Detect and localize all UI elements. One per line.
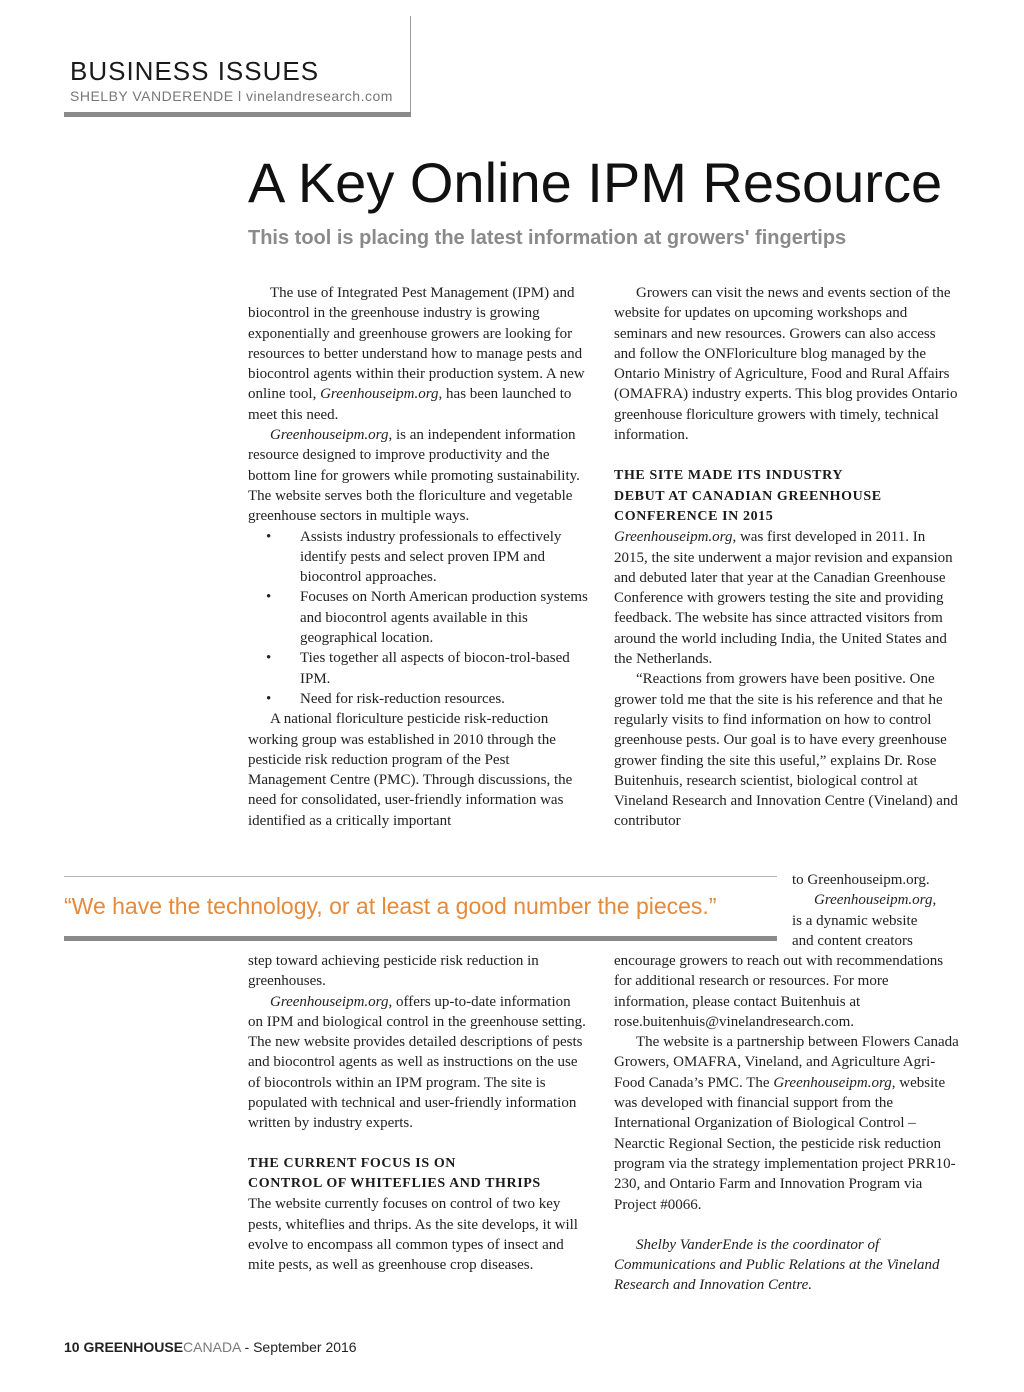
- paragraph: Growers can visit the news and events section of the website for updates on upcoming workshops and seminars and new resources. Growers can also access and follow the ONFloriculture blog managed by the Ontario Ministry of Agriculture, Food and Rural Affairs (OMAFRA) industry experts. This blog provides Ontario greenhouse floriculture growers with timely, technical information.: [614, 285, 958, 444]
- author-byline: SHELBY VANDERENDE l vinelandresearch.com: [70, 88, 393, 104]
- column-1-bottom: [248, 951, 588, 1275]
- paragraph: A national floriculture pesticide risk-reduction working group was established in 2010 through the pesticide risk reduction program of the Pest Management Centre (PMC). Through discussions, the need for consolidated, user-friendly information was identified as a critically important: [248, 711, 573, 829]
- pullquote-bottom-rule: [64, 936, 777, 941]
- site-name[interactable]: Greenhouseipm.org: [773, 1074, 892, 1091]
- magazine-name-suffix: CANADA: [183, 1339, 241, 1355]
- issue-date: - September 2016: [244, 1339, 357, 1355]
- subheading: THE SITE MADE ITS INDUSTRY DEBUT AT CANADIAN GREENHOUSE CONFERENCE IN 2015: [614, 468, 882, 524]
- site-name[interactable]: Greenhouseipm.org: [270, 993, 389, 1010]
- article-deck: This tool is placing the latest information at growers' fingertips: [248, 227, 847, 249]
- bullet-icon: •: [266, 650, 272, 667]
- subheading: THE CURRENT FOCUS IS ON CONTROL OF WHITEFLIES AND THRIPS: [248, 1155, 541, 1191]
- paragraph: Greenhouseipm.org, was first developed in 2011. In 2015, the site underwent a major revision and expansion and debuted later that year at the Canadian Greenhouse Conference with growers testing the site and providing feedback. The website has since attracted visitors from around the world including India, the United States and the Netherlands.: [614, 529, 953, 668]
- magazine-name: GREENHOUSE: [83, 1339, 184, 1355]
- bullet-icon: •: [266, 690, 272, 707]
- paragraph: The website is a partnership between Flowers Canada Growers, OMAFRA, Vineland, and Agriculture Agri-Food Canada’s PMC. The Greenhouseipm.org, website was developed with financial support from the International Organization of Biological Control – Nearctic Regional Section, the pesticide risk reduction program via the strategy implementation project PRR10-230, and Ontario Farm and Innovation Program via Project #0066.: [614, 1034, 959, 1213]
- list-item: • Focuses on North American production systems and biocontrol agents available in this geographical location.: [248, 587, 588, 648]
- bullet-icon: •: [266, 589, 272, 606]
- page-footer: [64, 1339, 357, 1355]
- list-item: • Need for risk-reduction resources.: [248, 689, 588, 709]
- list-item: • Assists industry professionals to effectively identify pests and select proven IPM and biocontrol approaches.: [248, 527, 588, 588]
- bullet-icon: •: [266, 528, 272, 545]
- pull-quote: “We have the technology, or at least a good number the pieces.”: [64, 893, 717, 919]
- paragraph: encourage growers to reach out with recommendations for additional research or resources. For more information, please contact Buitenhuis at rose.buitenhuis@vinelandresearch.com.: [614, 953, 944, 1030]
- paragraph: “Reactions from growers have been positive. One grower told me that the site is his reference and that he regularly visits to find information on how to control greenhouse pests. Our goal is to have every greenhouse grower finding the site this useful,” explains Dr. Rose Buitenhuis, research scientist, biological control at Vineland Research and Innovation Centre (Vineland) and contributor: [614, 671, 958, 830]
- article-title: A Key Online IPM Resource: [248, 151, 943, 214]
- paragraph: The use of Integrated Pest Management (IPM) and biocontrol in the greenhouse industry is growing exponentially and greenhouse growers are looking for resources to better understand how to manage pests and biocontrol agents within their production system. A new online tool, Greenhouseipm.org, has been launched to meet this need.: [248, 285, 585, 423]
- column-1-top: [248, 283, 588, 831]
- header-rule: [64, 112, 411, 117]
- site-name[interactable]: Greenhouseipm.org: [814, 892, 933, 909]
- author-bio: Shelby VanderEnde is the coordinator of Communications and Public Relations at the Vineland Research and Innovation Centre.: [614, 1236, 940, 1294]
- paragraph: step toward achieving pesticide risk reduction in greenhouses.: [248, 953, 539, 990]
- list-item: • Ties together all aspects of biocon-trol-based IPM.: [248, 648, 588, 689]
- site-name[interactable]: Greenhouseipm.org: [270, 427, 389, 444]
- site-name[interactable]: Greenhouseipm.org: [614, 529, 733, 546]
- section-label: BUSINESS ISSUES: [70, 56, 320, 86]
- column-2-bottom: [614, 951, 959, 1296]
- paragraph: Greenhouseipm.org, offers up-to-date information on IPM and biological control in the greenhouse setting. The new website provides detailed descriptions of pests and biocontrol agents as well as instructions on the use of biocontrols within an IPM program. The site is populated with technical and user-friendly information written by industry experts.: [248, 993, 586, 1132]
- paragraph: Greenhouseipm.org, is an independent information resource designed to improve productivity and the bottom line for growers while promoting sustainability. The website serves both the floriculture and vegetable greenhouse sectors in multiple ways.: [248, 427, 580, 525]
- site-name[interactable]: Greenhouseipm.org: [320, 386, 439, 403]
- header-vertical-rule: [410, 16, 411, 114]
- page-number: 10: [64, 1339, 80, 1355]
- pullquote-top-rule: [64, 876, 777, 877]
- column-2-wrap: to Greenhouseipm.org. Greenhouseipm.org, is a dynamic website and content creators: [792, 872, 937, 949]
- paragraph: The website currently focuses on control of two key pests, whiteflies and thrips. As the site develops, it will evolve to encompass all common types of insect and mite pests, as well as greenhouse crop diseases.: [248, 1196, 578, 1274]
- column-2-top: [614, 283, 959, 832]
